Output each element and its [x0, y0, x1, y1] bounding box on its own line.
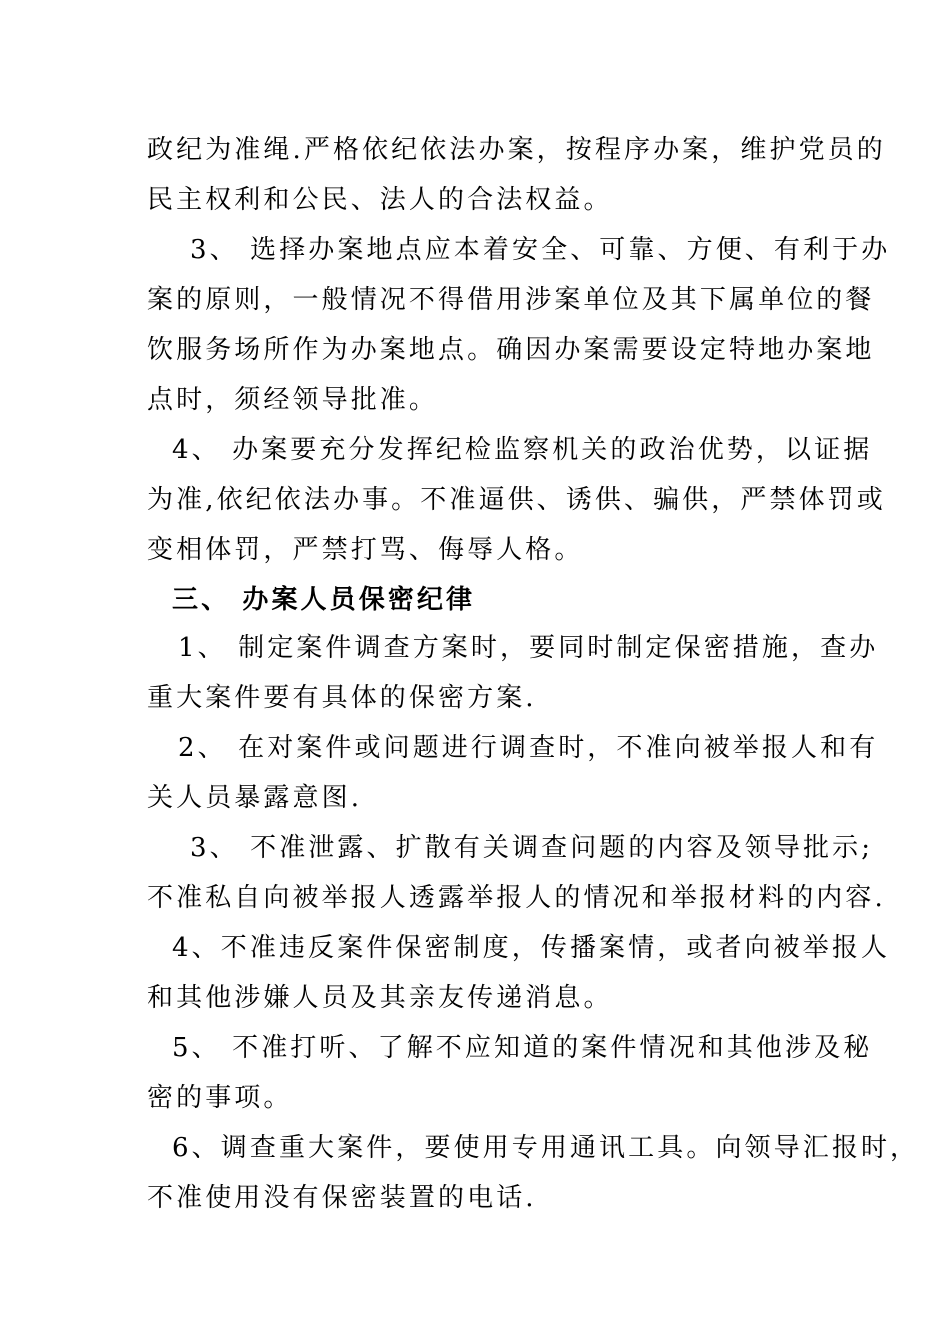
- text-line: 5、 不准打听、了解不应知道的案件情况和其他涉及秘: [172, 1033, 873, 1063]
- text-line: 4、不准违反案件保密制度，传播案情，或者向被举报人: [172, 933, 891, 963]
- text-line: 为准,依纪依法办事。不准逼供、诱供、骗供，严禁体罚或: [147, 485, 886, 515]
- text-line: 关人员暴露意图.: [147, 783, 363, 813]
- text-line: 3、 选择办案地点应本着安全、可靠、方便、有利于办: [190, 235, 891, 265]
- text-line: 3、 不准泄露、扩散有关调查问题的内容及领导批示;: [190, 833, 874, 863]
- text-line: 案的原则，一般情况不得借用涉案单位及其下属单位的餐: [147, 285, 875, 315]
- text-line: 政纪为准绳.严格依纪依法办案，按程序办案，维护党员的: [147, 135, 886, 165]
- text-line: 和其他涉嫌人员及其亲友传递消息。: [147, 983, 613, 1013]
- text-line: 密的事项。: [147, 1083, 293, 1113]
- text-line: 点时，须经领导批准。: [147, 385, 439, 415]
- text-line: 1、 制定案件调查方案时，要同时制定保密措施，查办: [178, 633, 879, 663]
- section-heading: 三、 办案人员保密纪律: [172, 585, 476, 615]
- text-line: 变相体罚，严禁打骂、侮辱人格。: [147, 535, 584, 565]
- text-line: 重大案件要有具体的保密方案.: [147, 683, 537, 713]
- text-line: 2、 在对案件或问题进行调查时，不准向被举报人和有: [178, 733, 879, 763]
- text-line: 不准使用没有保密装置的电话.: [147, 1183, 537, 1213]
- text-line: 饮服务场所作为办案地点。确因办案需要设定特地办案地: [147, 335, 875, 365]
- text-line: 4、 办案要充分发挥纪检监察机关的政治优势，以证据: [172, 435, 873, 465]
- text-line: 民主权利和公民、法人的合法权益。: [147, 185, 613, 215]
- text-line: 不准私自向被举报人透露举报人的情况和举报材料的内容.: [147, 883, 886, 913]
- text-line: 6、调查重大案件，要使用专用通讯工具。向领导汇报时，: [172, 1133, 920, 1163]
